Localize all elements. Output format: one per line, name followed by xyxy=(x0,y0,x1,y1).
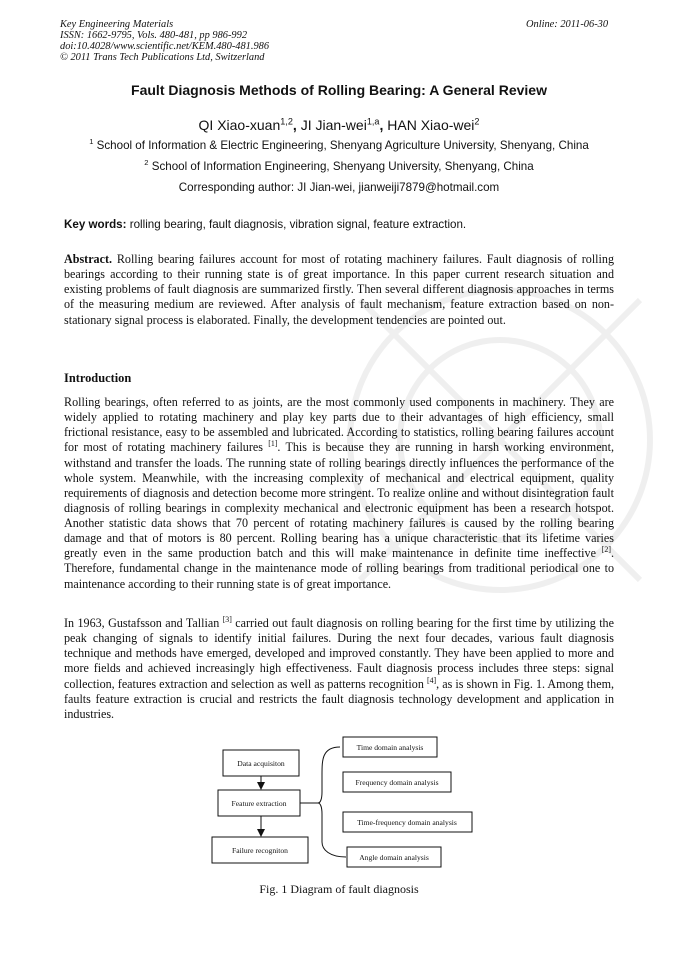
author-superscript: 1,a xyxy=(366,116,380,127)
affiliation-text: School of Information Engineering, Shenyang University, Shenyang, China xyxy=(151,160,534,173)
author-name: QI Xiao-xuan xyxy=(198,117,281,133)
author-superscript: 2 xyxy=(474,116,480,127)
method-label: Frequency domain analysis xyxy=(355,778,439,787)
method-label: Time domain analysis xyxy=(356,743,424,752)
affiliation-text: School of Information & Electric Engineering, Shenyang Agriculture University, Shenyang, China xyxy=(96,139,589,152)
citation-ref: [1] xyxy=(268,439,278,449)
journal-issn: ISSN: 1662-9795, Vols. 480-481, pp 986-992 xyxy=(60,30,248,41)
journal-name: Key Engineering Materials xyxy=(60,19,174,30)
abstract-label: Abstract. xyxy=(64,252,113,266)
author-superscript: 1,2 xyxy=(280,116,293,127)
paragraph-text: . This is because they are running in harsh working environment, withstand and transfer the loads. The running state of rolling bearings directly influences the performance of the whole system. Meanwhile, with the increasing complexity of mechanical and electrical equipment, quality requirements of diagnosis and detection become more stringent. To realize online and without disintegration fault diagnosis of rolling bearings in complexity mechanical and electronic equipment has been a research hotspot. Another statistic data shows that 70 percent of rotating machinery failures is caused by the rolling bearing damage and that of motors is 80 percent. Rolling bearing has a unique characteristic that its lifetime varies greatly even in the same production batch and this will make maintenance in definite time ineffective xyxy=(64,440,614,561)
step-label: Failure recogniton xyxy=(232,846,288,855)
paragraph-text: . Therefore, fundamental change in the maintenance mode of rolling bearings from traditional periodical one to maintenance according to their running state is of great importance. xyxy=(64,546,614,591)
abstract xyxy=(64,252,614,328)
corresponding-author: Corresponding author: JI Jian-wei, jianweiji7879@hotmail.com xyxy=(178,181,500,194)
citation-ref: [2] xyxy=(601,545,611,555)
paragraph-text: , as is shown in Fig. 1. Among them, faults feature extraction is crucial and restricts the fault diagnosis technology development and application in industries. xyxy=(64,676,614,721)
journal-header xyxy=(60,19,269,63)
paragraph-text: In 1963, Gustafsson and Tallian xyxy=(64,616,223,630)
paper-title: Fault Diagnosis Methods of Rolling Bearing: A General Review xyxy=(131,82,547,98)
brace xyxy=(318,747,346,857)
affiliation-mark: 2 xyxy=(144,158,149,168)
author-name: JI Jian-wei xyxy=(300,117,367,133)
online-date: Online: 2011-06-30 xyxy=(526,19,609,30)
keywords-text: rolling bearing, fault diagnosis, vibration signal, feature extraction. xyxy=(129,218,467,231)
intro-paragraph-2 xyxy=(64,616,614,722)
keywords-label: Key words: xyxy=(64,218,127,231)
author-list: QI Xiao-xuan$^{1,2}$, JI Jian-wei$^{1,a}$, HAN Xiao-wei$^2$ xyxy=(198,116,480,133)
section-heading: Introduction xyxy=(64,371,132,385)
method-label: Time-frequency domain analysis xyxy=(357,818,457,827)
citation-ref: [3] xyxy=(222,614,232,624)
fault-diagnosis-diagram xyxy=(0,730,678,880)
step-label: Feature extraction xyxy=(231,799,287,808)
affiliation-mark: 1 xyxy=(89,137,94,147)
intro-paragraph-1 xyxy=(64,395,614,592)
author-name: HAN Xiao-wei xyxy=(387,117,475,133)
keywords xyxy=(64,218,466,231)
method-label: Angle domain analysis xyxy=(359,853,429,862)
affiliation-2 xyxy=(0,160,678,173)
paragraph-text: Rolling bearings, often referred to as joints, are the most commonly used components in machinery. They are widely applied to rotating machinery and play key parts due to their advantages of high efficiency, small frictional resistance, easy to be assembled and lubricated. According to statistics, rolling bearing failures account for most of rotating machinery failures xyxy=(64,395,614,455)
journal-copyright: © 2011 Trans Tech Publications Ltd, Switzerland xyxy=(60,52,265,63)
abstract-text: Rolling bearing failures account for most of rotating machinery failures. Fault diagnosis of rolling bearings according to their running state is of great importance. In this paper current research situation and existing problems of fault diagnosis are summarized firstly. Then several different diagnosis approaches in terms of the measuring medium are reviewed. After analysis of fault mechanism, feature extraction based on non-stationary signal process is elaborated. Finally, the development tendencies are pointed out. xyxy=(64,252,614,327)
citation-ref: [4] xyxy=(426,675,437,685)
affiliation-1 xyxy=(0,139,678,152)
paragraph-text: carried out fault diagnosis on rolling bearing for the first time by utilizing the peak changing of signals to identify initial failures. During the next four decades, various fault diagnosis technique and methods have emerged, developed and improved constantly. They have been applied to more and more fields and achieved increasingly high effectiveness. Fault diagnosis process includes three steps: signal collection, features extraction and selection as well as patterns recognition xyxy=(64,616,614,691)
figure-caption: Fig. 1 Diagram of fault diagnosis xyxy=(259,882,419,896)
journal-doi: doi:10.4028/www.scientific.net/KEM.480-481.986 xyxy=(60,41,270,52)
step-label: Data acquisiton xyxy=(237,759,285,768)
